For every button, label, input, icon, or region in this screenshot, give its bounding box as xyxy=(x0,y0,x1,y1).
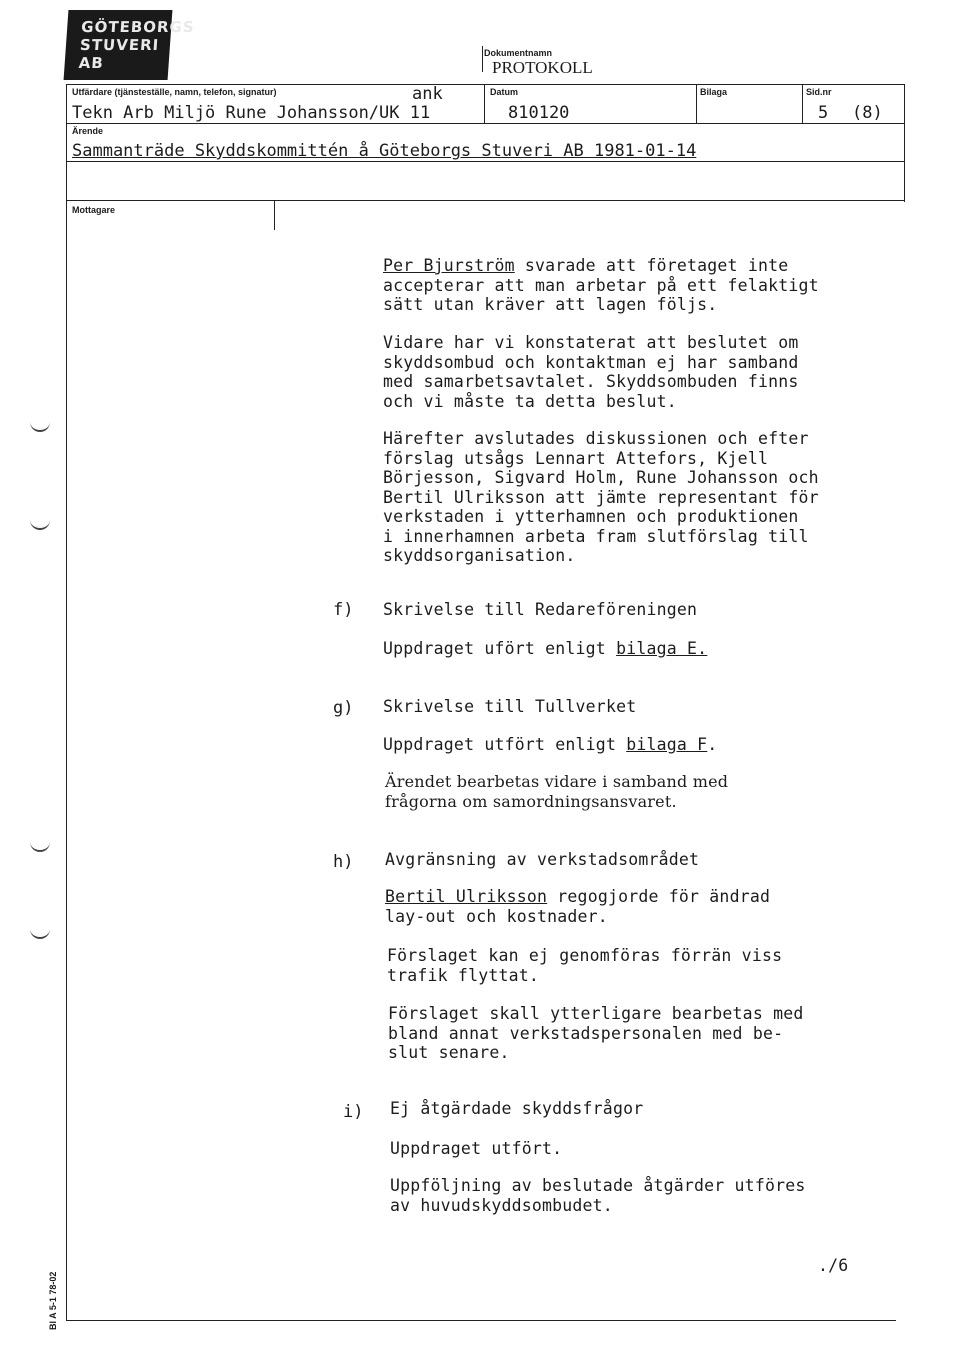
item-i-title: Ej åtgärdade skyddsfrågor xyxy=(390,1099,644,1118)
paragraph-1 xyxy=(383,256,819,315)
header-row-rule xyxy=(66,123,904,124)
logo-line-2: STUVERI AB xyxy=(78,36,160,72)
item-h-person: Bertil Ulriksson xyxy=(385,887,548,906)
item-h-paragraph-2: Förslaget kan ej genomföras förrän viss trafik flyttat. xyxy=(387,946,783,985)
item-i-paragraph-2: Uppföljning av beslutade åtgärder utföres av huvudskyddsombudet. xyxy=(390,1176,806,1215)
punch-hole-mark xyxy=(30,925,50,939)
item-g-marker: g) xyxy=(333,698,354,718)
recipient-rule xyxy=(66,200,904,201)
recipient-label: Mottagare xyxy=(72,205,116,215)
header-top-rule xyxy=(66,84,904,85)
subject-rule xyxy=(66,161,904,162)
paragraph-2: Vidare har vi konstaterat att beslutet om skyddsombud och kontaktman ej har samband med samarbetsavtalet. Skyddsombuden finns och vi måste ta detta beslut. xyxy=(383,333,799,411)
item-f-title: Skrivelse till Redareföreningen xyxy=(383,600,698,619)
left-border xyxy=(66,84,67,1320)
page-total: (8) xyxy=(852,103,883,123)
item-h-line-1 xyxy=(385,887,770,907)
document-name-label: Dokumentnamn xyxy=(484,48,553,58)
company-logo xyxy=(64,10,196,80)
date-label: Datum xyxy=(490,87,519,97)
item-f-marker: f) xyxy=(333,600,354,620)
right-border xyxy=(904,84,905,202)
sender-value: Tekn Arb Miljö Rune Johansson/UK 11 xyxy=(72,103,431,123)
page-value: 5 xyxy=(818,103,829,123)
bottom-rule xyxy=(66,1320,896,1321)
item-g-title: Skrivelse till Tullverket xyxy=(383,697,637,716)
logo-line-1: GÖTEBORGS xyxy=(80,18,196,36)
item-h-line-1-text: regogjorde för ändrad xyxy=(547,887,771,906)
recipient-tick xyxy=(274,200,275,230)
page-label: Sid.nr xyxy=(806,87,832,97)
next-page-indicator: ./6 xyxy=(818,1256,849,1275)
item-h-line-2: lay-out och kostnader. xyxy=(385,907,608,926)
item-g-note: Ärendet bearbetas vidare i samband med frågorna om samordningsansvaret. xyxy=(385,772,729,811)
punch-hole-mark xyxy=(30,838,50,852)
sender-label: Utfärdare (tjänsteställe, namn, telefon, signatur) xyxy=(72,87,277,97)
person-name: Per Bjurström xyxy=(383,256,515,275)
attachment-label: Bilaga xyxy=(700,87,728,97)
item-f-text-main: Uppdraget ufört enligt xyxy=(383,639,617,658)
title-bracket xyxy=(482,46,483,72)
item-g-text-main: Uppdraget utfört enligt xyxy=(383,735,627,754)
item-h-marker: h) xyxy=(333,852,354,872)
item-h-title: Avgränsning av verkstadsområdet xyxy=(385,850,700,869)
paragraph-3: Härefter avslutades diskussionen och efter förslag utsågs Lennart Attefors, Kjell Börjesson, Sigvard Holm, Rune Johansson och Bertil Ulriksson att jämte representant för verkstaden i ytterhamnen och produktionen i innerhamnen arbeta fram slutförslag till skyddsorganisation. xyxy=(383,429,819,565)
item-f-attachment: bilaga E. xyxy=(616,639,708,658)
page-divider xyxy=(802,84,803,124)
paragraph-1-text: svarade att företaget inte accepterar att man arbetar på ett felaktigt sätt utan kräver att lagen följs. xyxy=(383,256,819,314)
item-g-text xyxy=(383,735,717,755)
item-i-text: Uppdraget utfört. xyxy=(390,1139,563,1158)
sender-extra: ank xyxy=(412,84,443,104)
punch-hole-mark xyxy=(30,418,50,432)
attachment-divider xyxy=(696,84,697,124)
item-h-paragraph-3: Förslaget skall ytterligare bearbetas med bland annat verkstadspersonalen med be- slut senare. xyxy=(388,1004,804,1062)
item-i-marker: i) xyxy=(343,1102,364,1122)
form-code: Bl A 5-1 78-02 xyxy=(48,1271,58,1330)
date-value: 810120 xyxy=(508,103,570,123)
subject-label: Ärende xyxy=(72,126,104,136)
document-title: PROTOKOLL xyxy=(492,58,593,77)
item-g-attachment: bilaga F xyxy=(626,735,708,754)
subject-value: Sammanträde Skyddskommittén å Göteborgs Stuveri AB 1981-01-14 xyxy=(72,141,697,161)
item-g-text-end: . xyxy=(707,735,718,754)
punch-hole-mark xyxy=(30,516,50,530)
date-divider xyxy=(484,84,485,124)
item-f-text xyxy=(383,639,707,659)
